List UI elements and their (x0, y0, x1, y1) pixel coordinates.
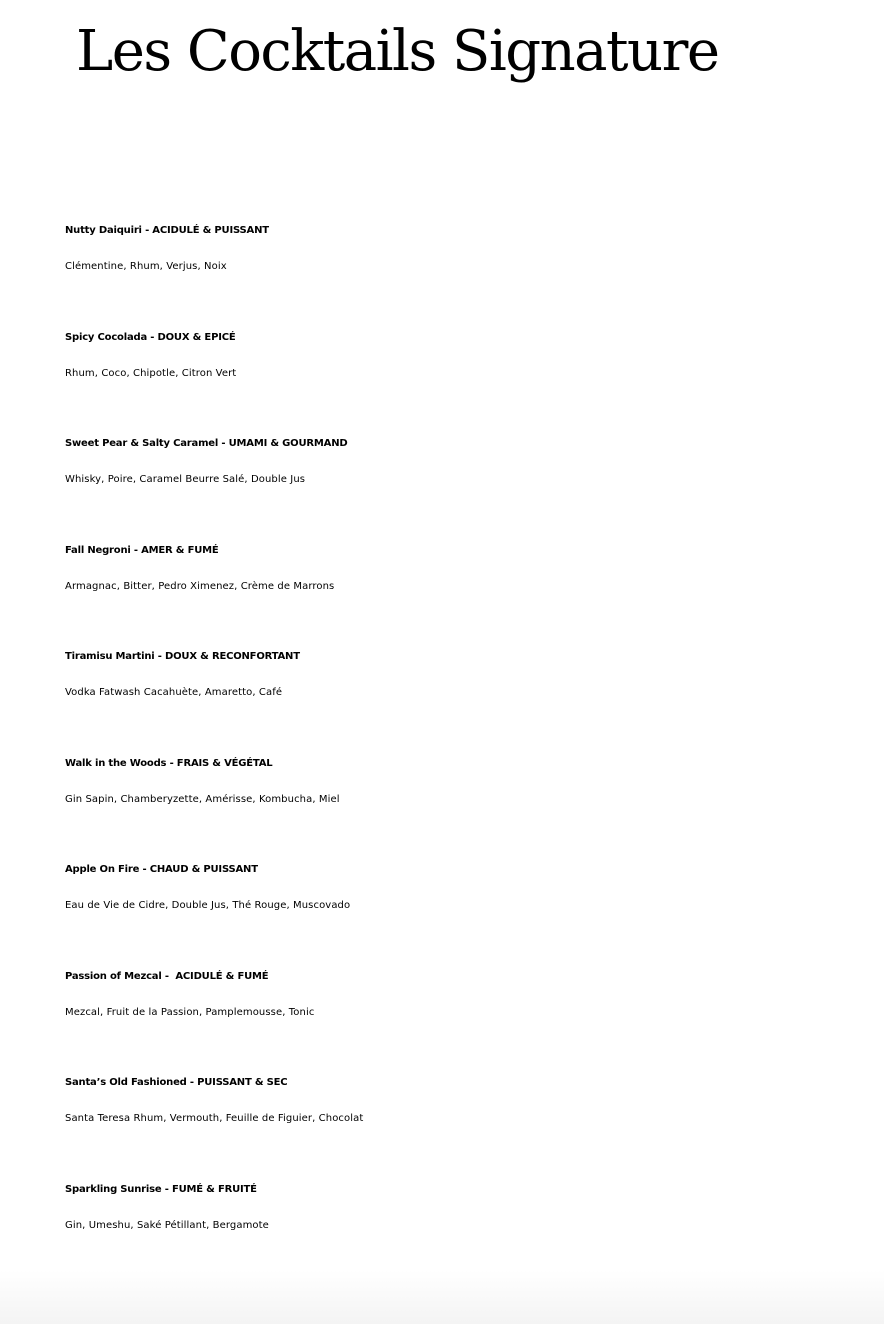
cocktail-name: Nutty Daiquiri - ACIDULÉ & PUISSANT (65, 225, 269, 236)
cocktail-ingredients: Whisky, Poire, Caramel Beurre Salé, Double Jus (65, 474, 306, 485)
cocktail-name: Walk in the Woods - FRAIS & VÉGÉTAL (65, 757, 273, 769)
cocktail-name: Spicy Cocolada - DOUX & EPICÉ (65, 331, 236, 343)
list-item (65, 533, 880, 640)
list-item (65, 1172, 880, 1279)
cocktail-name: Fall Negroni - AMER & FUMÉ (65, 544, 219, 556)
cocktail-name: Apple On Fire - CHAUD & PUISSANT (65, 864, 258, 875)
cocktail-ingredients: Armagnac, Bitter, Pedro Ximenez, Crème de Marrons (65, 580, 335, 592)
list-item (65, 639, 880, 746)
list-item (65, 320, 880, 427)
list-item (65, 213, 880, 320)
list-item (65, 746, 880, 853)
list-item (65, 1065, 880, 1172)
cocktail-ingredients: Rhum, Coco, Chipotle, Citron Vert (65, 367, 237, 379)
cocktail-ingredients: Vodka Fatwash Cacahuète, Amaretto, Café (65, 687, 283, 698)
list-item (65, 852, 880, 959)
cocktail-name: Passion of Mezcal - ACIDULÉ & FUMÉ (65, 970, 269, 982)
list-item (65, 426, 880, 533)
cocktail-name: Tiramisu Martini - DOUX & RECONFORTANT (65, 651, 300, 662)
cocktail-name: Santa’s Old Fashioned - PUISSANT & SEC (65, 1077, 288, 1088)
cocktail-ingredients: Santa Teresa Rhum, Vermouth, Feuille de Figuier, Chocolat (65, 1113, 364, 1124)
cocktail-list (65, 213, 880, 1278)
list-item (65, 959, 880, 1066)
cocktail-ingredients: Eau de Vie de Cidre, Double Jus, Thé Rouge, Muscovado (65, 900, 351, 911)
cocktail-ingredients: Gin Sapin, Chamberyzette, Amérisse, Kombucha, Miel (65, 793, 340, 805)
page-title: Les Cocktails Signature (76, 19, 719, 84)
cocktail-name: Sparkling Sunrise - FUMÉ & FRUITÉ (65, 1183, 257, 1195)
cocktail-ingredients: Mezcal, Fruit de la Passion, Pamplemousse, Tonic (65, 1006, 315, 1018)
cocktail-name: Sweet Pear & Salty Caramel - UMAMI & GOURMAND (65, 438, 348, 449)
cocktail-ingredients: Gin, Umeshu, Saké Pétillant, Bergamote (65, 1219, 269, 1231)
cocktail-ingredients: Clémentine, Rhum, Verjus, Noix (65, 261, 227, 272)
